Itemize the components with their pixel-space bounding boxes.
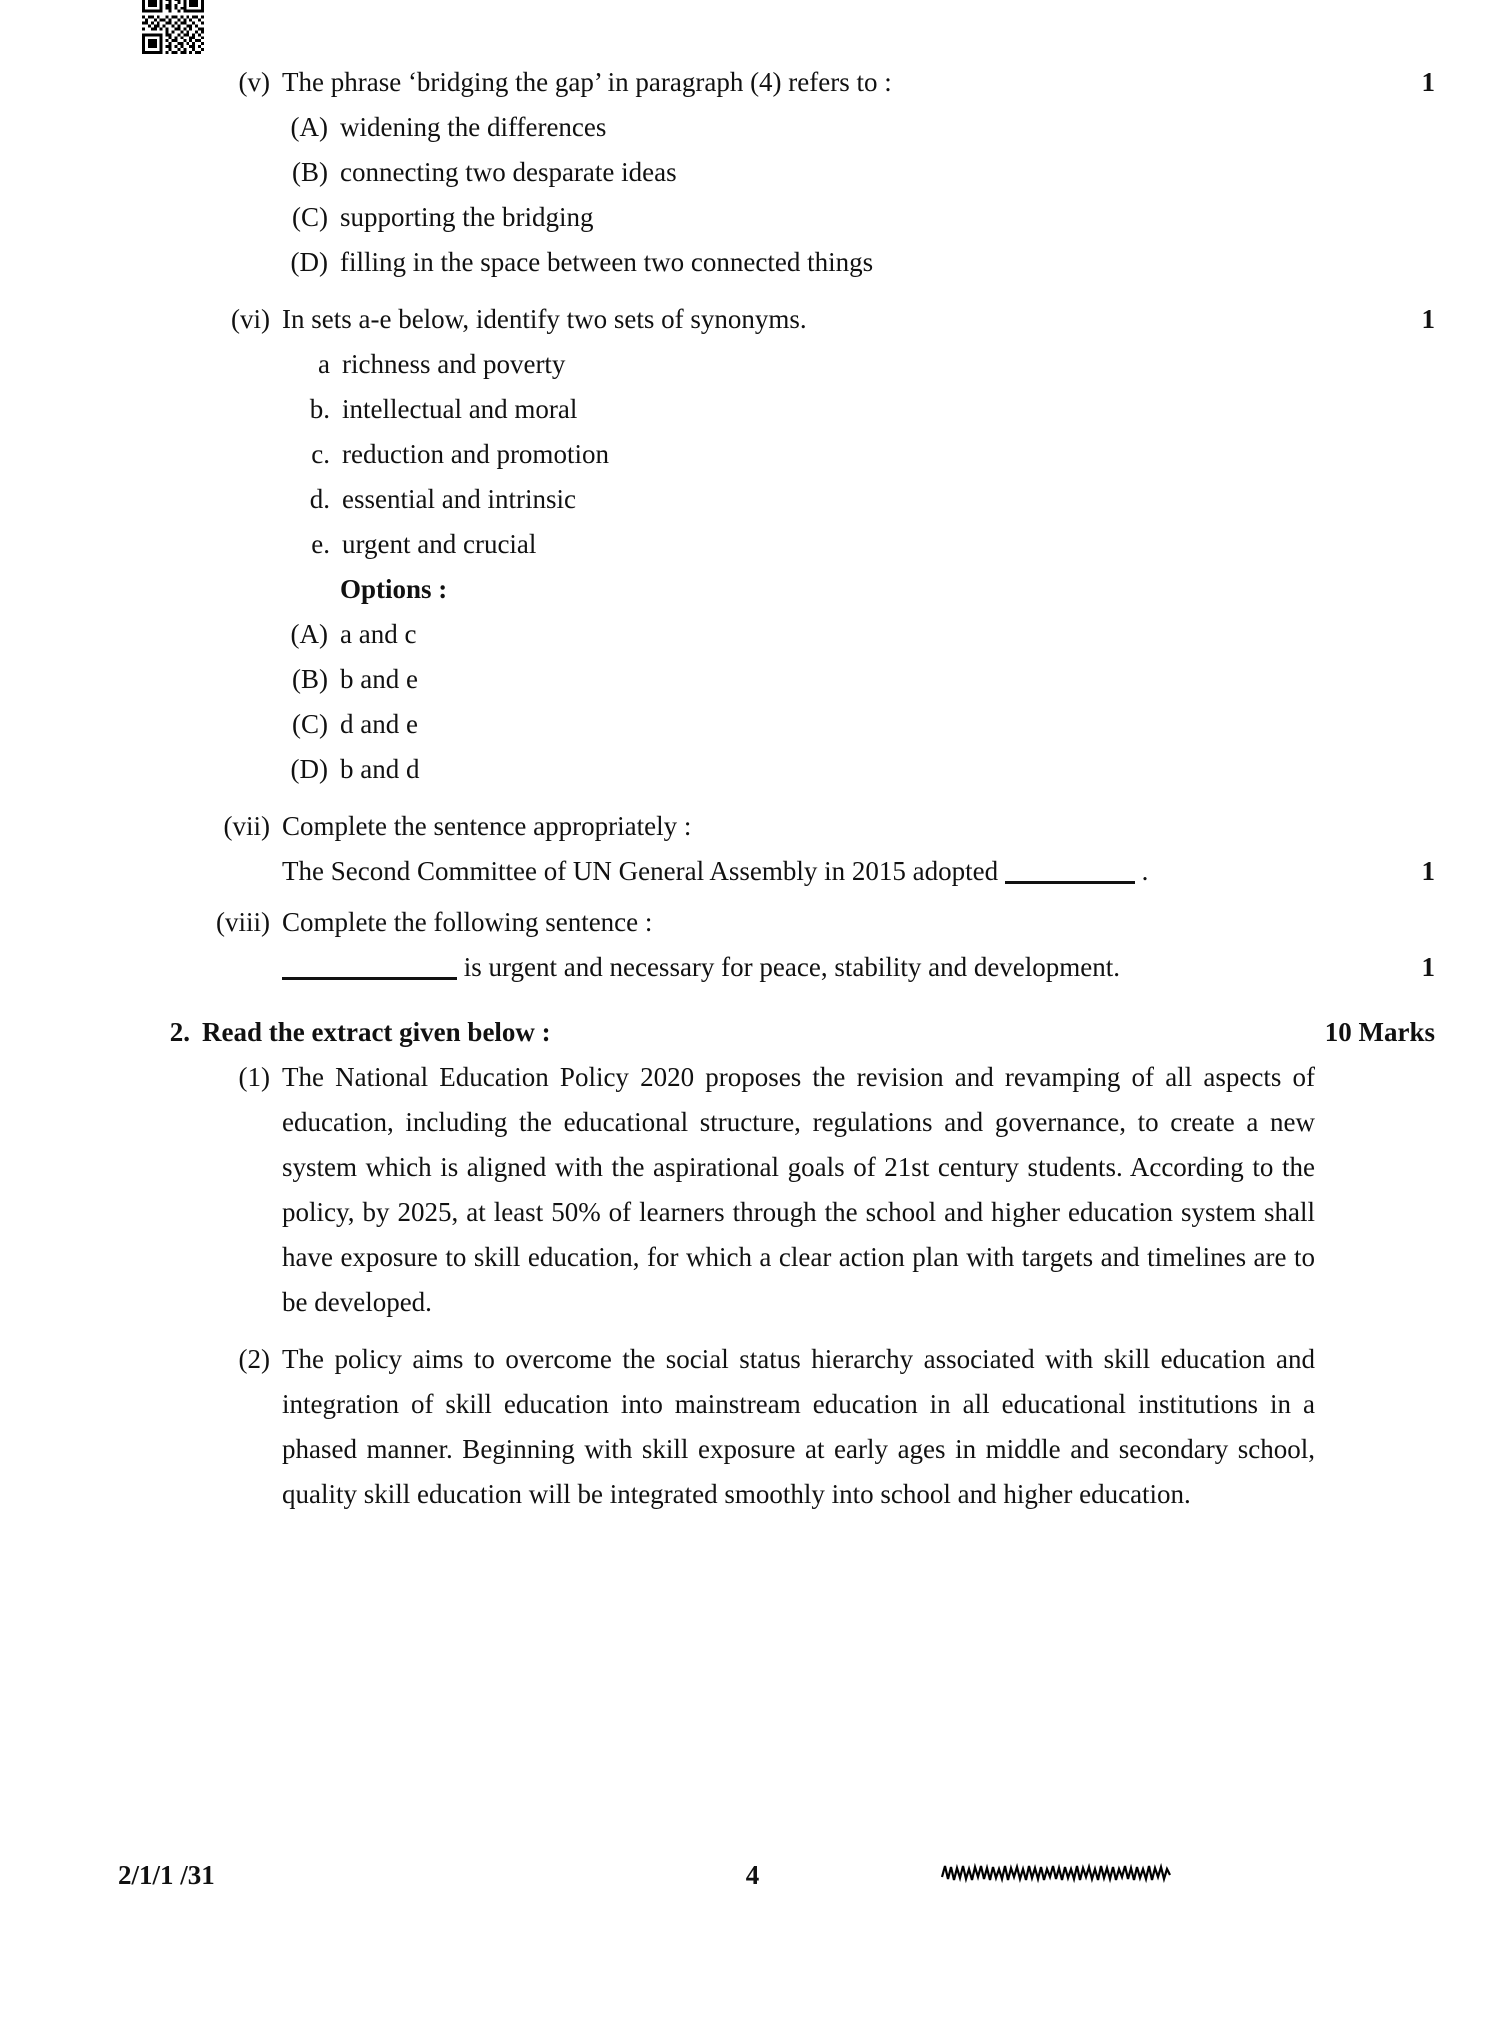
option-label: (A): [290, 112, 328, 142]
marks-value: 1: [1421, 856, 1435, 886]
option-text: supporting the bridging: [340, 202, 594, 232]
extract-paragraph-2: [0, 1337, 1505, 1517]
option-label: (D): [290, 754, 328, 784]
question-2-marks: 10 Marks: [1324, 1017, 1435, 1047]
option-row: [0, 612, 1505, 657]
synonym-set-row: [0, 342, 1505, 387]
item-marker: (v): [238, 67, 270, 97]
options-heading: Options :: [340, 574, 448, 604]
question-content: [0, 60, 1505, 1517]
marks-value: 1: [1421, 67, 1435, 97]
fill-in-sentence: [282, 849, 1315, 894]
item-text: In sets a-e below, identify two sets of synonyms.: [282, 304, 807, 334]
set-text: reduction and promotion: [342, 439, 609, 469]
page-number: 4: [745, 1859, 760, 1890]
question-2-heading-row: [0, 1010, 1505, 1055]
set-label: c.: [311, 439, 330, 469]
item-marker: (viii): [216, 907, 270, 937]
item-text: Complete the sentence appropriately :: [282, 811, 692, 841]
set-label: d.: [309, 484, 330, 514]
option-text: a and c: [340, 619, 417, 649]
option-row: [0, 657, 1505, 702]
option-label: (B): [292, 157, 328, 187]
item-marker: (vii): [223, 811, 270, 841]
set-label: a: [318, 349, 330, 379]
spacer: [0, 990, 1505, 1010]
sentence-after-blank: .: [1141, 856, 1149, 886]
set-text: intellectual and moral: [342, 394, 578, 424]
option-label: (D): [290, 247, 328, 277]
question-item-vii: [0, 804, 1505, 849]
set-text: urgent and crucial: [342, 529, 537, 559]
question-item-v: [0, 60, 1505, 105]
option-row: [0, 747, 1505, 792]
spacer: [0, 1325, 1505, 1337]
extract-paragraph-1: [0, 1055, 1505, 1325]
spacer: [0, 285, 1505, 297]
answer-blank[interactable]: [282, 977, 457, 980]
option-label: (C): [292, 709, 328, 739]
set-label: e.: [311, 529, 330, 559]
question-item-vi: [0, 297, 1505, 342]
set-text: essential and intrinsic: [342, 484, 576, 514]
option-label: (B): [292, 664, 328, 694]
synonym-set-row: [0, 387, 1505, 432]
option-text: filling in the space between two connected things: [340, 247, 874, 277]
option-text: widening the differences: [340, 112, 607, 142]
question-item-viii: [0, 900, 1505, 945]
option-row: [0, 240, 1505, 285]
qr-code-icon: [140, 0, 206, 54]
option-row: [0, 702, 1505, 747]
marks-value: 1: [1421, 952, 1435, 982]
synonym-set-row: [0, 432, 1505, 477]
question-number: 2.: [169, 1017, 190, 1047]
option-text: b and e: [340, 664, 418, 694]
paragraph-text: The National Education Policy 2020 proposes the revision and revamping of all aspects of education, including the educational structure, regulations and governance, to create a new system which is aligned with the aspirational goals of 21st century students. According to the policy, by 2025, at least 50% of learners through the school and higher education system shall have exposure to skill education, for which a clear action plan with targets and timelines are to be developed.: [282, 1062, 1315, 1317]
question-item-viii-sentence: [0, 945, 1505, 990]
option-label: (A): [290, 619, 328, 649]
item-text: Complete the following sentence :: [282, 907, 653, 937]
fill-in-sentence: [282, 945, 1315, 990]
option-text: d and e: [340, 709, 418, 739]
options-heading-row: [0, 567, 1505, 612]
question-2-heading: Read the extract given below :: [202, 1017, 551, 1047]
squiggle-security-mark-icon: [940, 1857, 1175, 1891]
spacer: [0, 792, 1505, 804]
marks-value: 1: [1421, 304, 1435, 334]
sentence-before-blank: The Second Committee of UN General Assembly in 2015 adopted: [282, 856, 999, 886]
option-row: [0, 150, 1505, 195]
option-text: b and d: [340, 754, 420, 784]
item-text: The phrase ‘bridging the gap’ in paragraph (4) refers to :: [282, 67, 892, 97]
paragraph-label: (2): [238, 1344, 270, 1374]
paragraph-text: The policy aims to overcome the social status hierarchy associated with skill education and integration of skill education into mainstream education in all educational institutions in a phased manner. Beginning with skill exposure at early ages in middle and secondary school, quality skill education will be integrated smoothly into school and higher education.: [282, 1344, 1315, 1509]
sentence-after-blank: is urgent and necessary for peace, stability and development.: [463, 952, 1121, 982]
page-footer: [0, 1845, 1505, 1905]
paragraph-label: (1): [238, 1062, 270, 1092]
synonym-set-row: [0, 522, 1505, 567]
option-row: [0, 195, 1505, 240]
set-text: richness and poverty: [342, 349, 566, 379]
item-marker: (vi): [231, 304, 270, 334]
question-item-vii-sentence: [0, 849, 1505, 894]
option-label: (C): [292, 202, 328, 232]
synonym-set-row: [0, 477, 1505, 522]
answer-blank[interactable]: [1005, 881, 1135, 884]
option-row: [0, 105, 1505, 150]
paper-code: 2/1/1 /31: [118, 1859, 215, 1890]
set-label: b.: [309, 394, 330, 424]
option-text: connecting two desparate ideas: [340, 157, 677, 187]
